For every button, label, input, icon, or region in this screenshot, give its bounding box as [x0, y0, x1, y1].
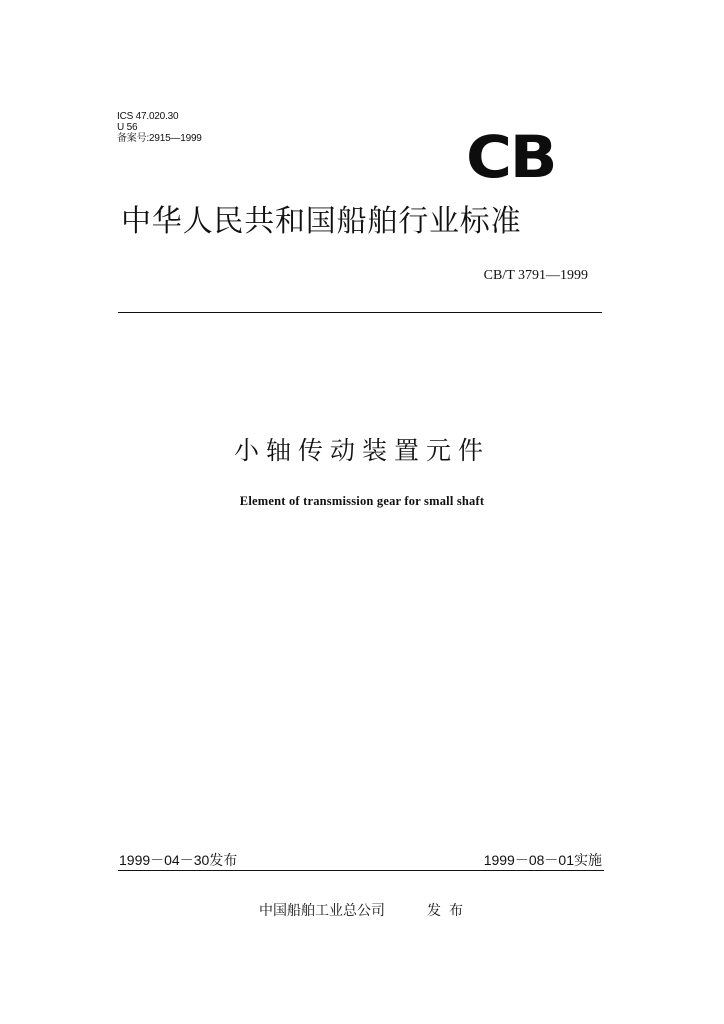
publish-label: 发布 [427, 903, 471, 919]
document-title-chinese: 小轴传动装置元件 [233, 436, 490, 465]
document-metadata [117, 111, 202, 144]
cb-logo: CB [466, 123, 556, 191]
issue-date: 1999－04－30发布 [119, 852, 238, 868]
ics-code: ICS 47.020.30 [117, 111, 179, 122]
classification-code: U 56 [117, 122, 138, 133]
org-title: 中华人民共和国船舶行业标准 [121, 204, 522, 239]
document-title-english: Element of transmission gear for small shaft [239, 494, 485, 508]
record-number: 备案号:2915—1999 [117, 133, 202, 144]
header-divider [118, 312, 602, 313]
publisher-name: 中国船舶工业总公司 [259, 903, 385, 919]
implementation-date: 1999－08－01实施 [483, 852, 602, 868]
footer-divider [118, 870, 604, 871]
standard-number: CB/T 3791—1999 [483, 268, 588, 283]
